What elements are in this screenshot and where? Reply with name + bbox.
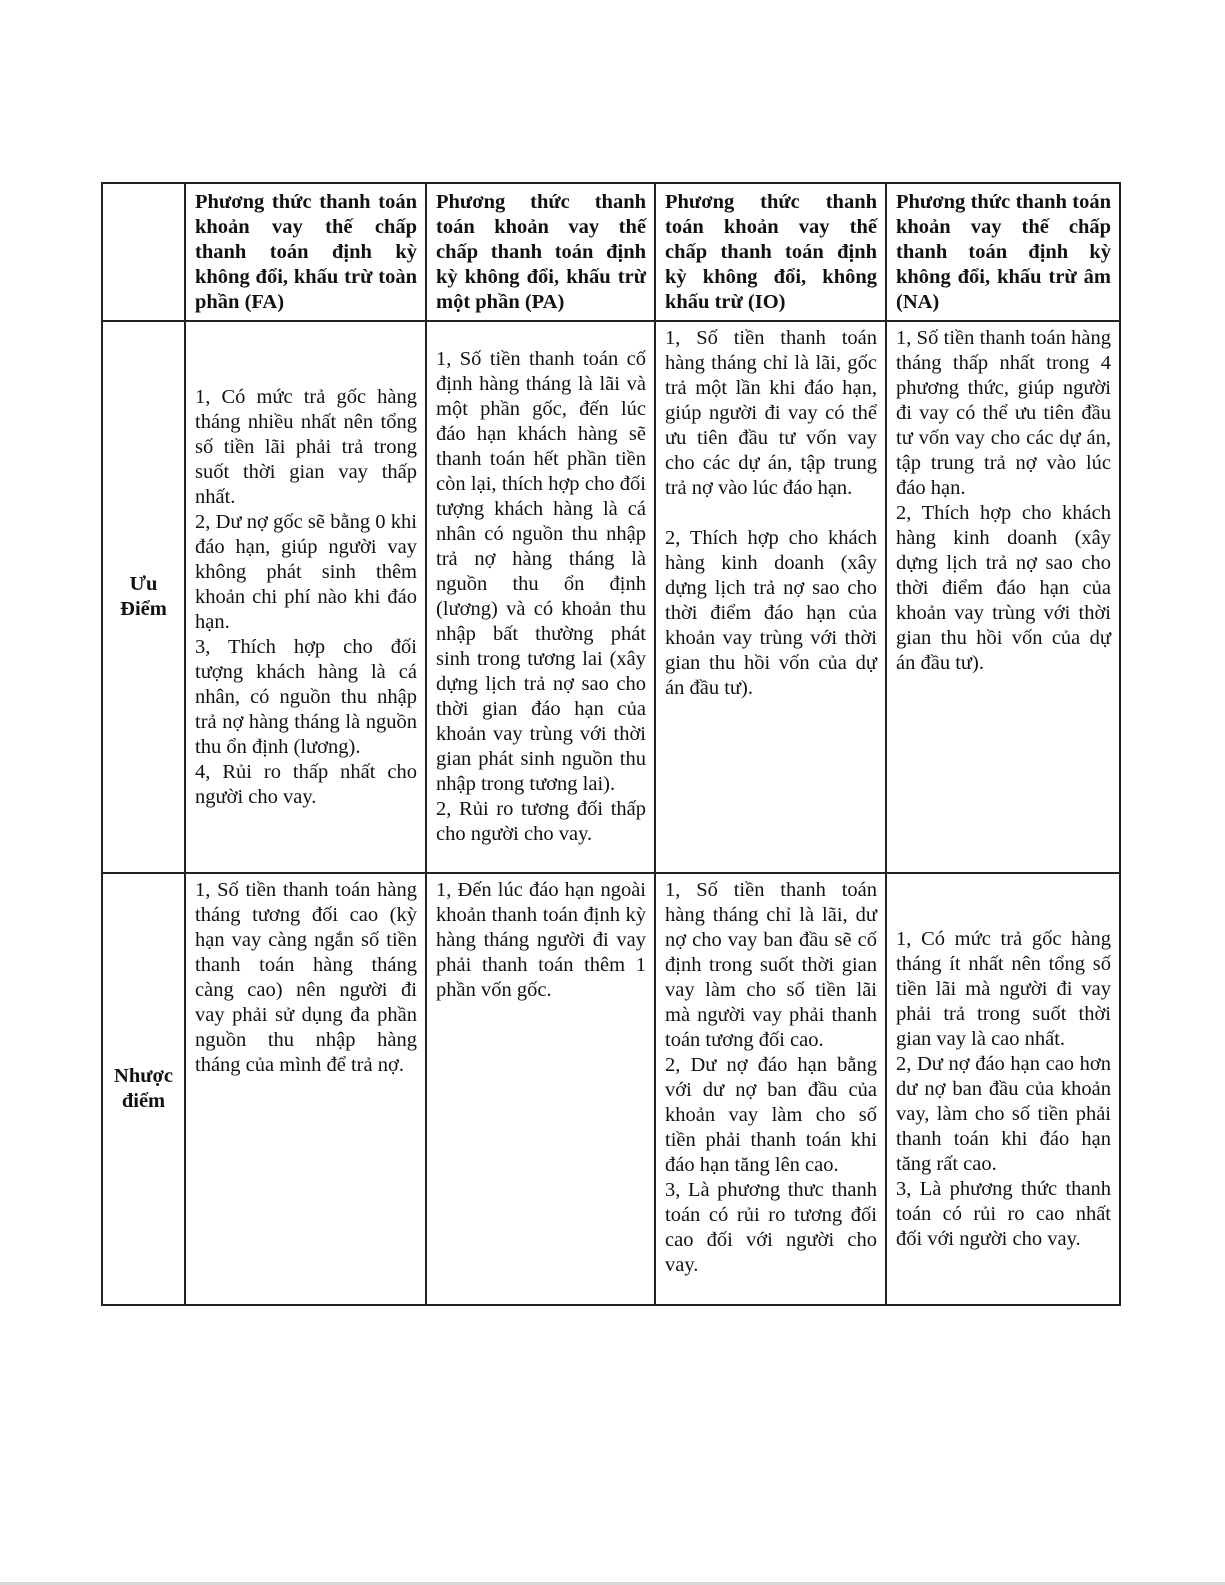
corner-cell <box>102 183 185 321</box>
disadvantages-fa: 1, Số tiền thanh toán hàng tháng tương đối cao (kỳ hạn vay càng ngắn số tiền thanh toán hàng tháng càng cao) nên người đi vay phải sử dụng đa phần nguồn thu nhập hàng tháng của mình để trả nợ. <box>185 873 426 1305</box>
header-fa: Phương thức thanh toán khoản vay thế chấp thanh toán định kỳ không đổi, khấu trừ toàn phần (FA) <box>185 183 426 321</box>
header-row <box>102 183 1120 321</box>
disadvantages-label: Nhược điểm <box>102 873 185 1305</box>
advantages-fa: 1, Có mức trả gốc hàng tháng nhiều nhất nên tổng số tiền lãi phải trả trong suốt thời gian vay thấp nhất. 2, Dư nợ gốc sẽ bằng 0 khi đáo hạn, giúp người vay không phát sinh thêm khoản chi phí nào khi đáo hạn. 3, Thích hợp cho đối tượng khách hàng là cá nhân, có nguồn thu nhập trả nợ hàng tháng là nguồn thu ổn định (lương). 4, Rủi ro thấp nhất cho người cho vay. <box>185 321 426 873</box>
advantages-pa: 1, Số tiền thanh toán cố định hàng tháng là lãi và một phần gốc, đến lúc đáo hạn khách hàng sẽ thanh toán hết phần tiền còn lại, thích hợp cho đối tượng khách hàng là cá nhân có nguồn thu nhập trả nợ hàng tháng là nguồn thu ổn định (lương) và có khoản thu nhập bất thường phát sinh trong tương lai (xây dựng lịch trả nợ sao cho thời gian đáo hạn của khoản vay trùng với thời gian phát sinh nguồn thu nhập trong tương lai). 2, Rủi ro tương đối thấp cho người cho vay. <box>426 321 655 873</box>
header-io: Phương thức thanh toán khoản vay thế chấp thanh toán định kỳ không đổi, không khấu trừ (IO) <box>655 183 886 321</box>
header-na: Phương thức thanh toán khoản vay thế chấp thanh toán định kỳ không đổi, khấu trừ âm (NA) <box>886 183 1120 321</box>
advantages-na: 1, Số tiền thanh toán hàng tháng thấp nhất trong 4 phương thức, giúp người đi vay có thể ưu tiên đầu tư vốn vay cho các dự án, tập trung trả nợ vào lúc đáo hạn. 2, Thích hợp cho khách hàng kinh doanh (xây dựng lịch trả nợ sao cho thời điểm đáo hạn của khoản vay trùng với thời gian thu hồi vốn của dự án đầu tư). <box>886 321 1120 873</box>
advantages-row <box>102 321 1120 873</box>
disadvantages-pa: 1, Đến lúc đáo hạn ngoài khoản thanh toán định kỳ hàng tháng người đi vay phải thanh toán thêm 1 phần vốn gốc. <box>426 873 655 1305</box>
disadvantages-io: 1, Số tiền thanh toán hàng tháng chỉ là lãi, dư nợ cho vay ban đầu sẽ cố định trong suốt thời gian vay làm cho số tiền lãi mà người vay phải thanh toán tương đối cao. 2, Dư nợ đáo hạn bằng với dư nợ ban đầu của khoản vay làm cho số tiền phải thanh toán khi đáo hạn tăng lên cao. 3, Là phương thưc thanh toán có rủi ro tương đối cao đối với người cho vay. <box>655 873 886 1305</box>
header-pa: Phương thức thanh toán khoản vay thế chấp thanh toán định kỳ không đổi, khấu trừ một phần (PA) <box>426 183 655 321</box>
advantages-label: Ưu Điểm <box>102 321 185 873</box>
disadvantages-na: 1, Có mức trả gốc hàng tháng ít nhất nên tổng số tiền lãi mà người đi vay phải trả trong suốt thời gian vay là cao nhất. 2, Dư nợ đáo hạn cao hơn dư nợ ban đầu của khoản vay, làm cho số tiền phải thanh toán khi đáo hạn tăng rất cao. 3, Là phương thức thanh toán có rủi ro cao nhất đối với người cho vay. <box>886 873 1120 1305</box>
comparison-table <box>101 182 1121 1306</box>
disadvantages-row <box>102 873 1120 1305</box>
advantages-io: 1, Số tiền thanh toán hàng tháng chỉ là lãi, gốc trả một lần khi đáo hạn, giúp người đi vay có thể ưu tiên đầu tư vốn vay cho các dự án, tập trung trả nợ vào lúc đáo hạn. 2, Thích hợp cho khách hàng kinh doanh (xây dựng lịch trả nợ sao cho thời điểm đáo hạn của khoản vay trùng với thời gian thu hồi vốn của dự án đầu tư). <box>655 321 886 873</box>
